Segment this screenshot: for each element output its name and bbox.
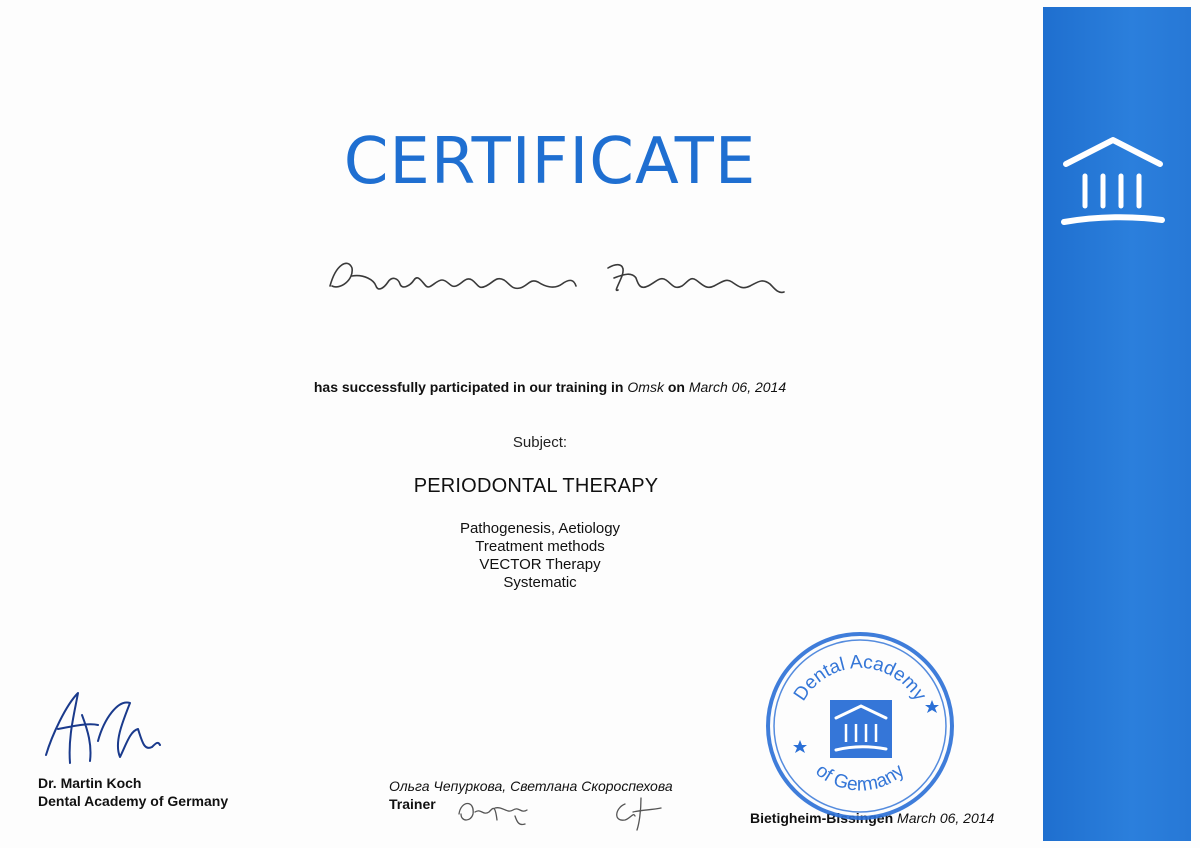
topic-list: [0, 520, 1080, 592]
director-signature: [38, 685, 163, 770]
participation-prefix: has successfully participated in our training in: [313, 379, 624, 395]
trainer-names: Ольга Чепуркова, Светлана Скороспехова: [389, 778, 673, 794]
director-organization: Dental Academy of Germany: [38, 793, 229, 809]
stamp-bottom-text: of Germany: [811, 760, 909, 796]
director-name: Dr. Martin Koch: [38, 775, 142, 791]
topic-item: VECTOR Therapy: [479, 556, 601, 573]
training-city: Omsk: [627, 379, 664, 395]
star-icon: [925, 700, 939, 713]
subject-label: Subject:: [512, 434, 568, 451]
academy-stamp: [762, 628, 958, 824]
certificate-title: CERTIFICATE: [343, 125, 757, 199]
subject-title: PERIODONTAL THERAPY: [413, 475, 659, 497]
star-icon: [793, 740, 807, 753]
trainer-signatures: [455, 790, 675, 832]
director-block: [38, 774, 228, 810]
footer-date: March 06, 2014: [897, 810, 995, 826]
academy-building-icon: [830, 700, 892, 758]
place-name: Bietigheim-Bissingen: [750, 810, 894, 826]
topic-item: Systematic: [503, 574, 577, 591]
topic-item: Treatment methods: [475, 538, 605, 555]
training-date: March 06, 2014: [688, 379, 787, 395]
recipient-handwritten-name: [318, 246, 798, 306]
participation-statement: [0, 379, 1100, 395]
topic-item: Pathogenesis, Aetiology: [459, 520, 621, 537]
participation-on: on: [667, 379, 685, 395]
stamp-top-text: Dental Academy: [789, 651, 931, 705]
trainer-label: Trainer: [389, 796, 436, 812]
